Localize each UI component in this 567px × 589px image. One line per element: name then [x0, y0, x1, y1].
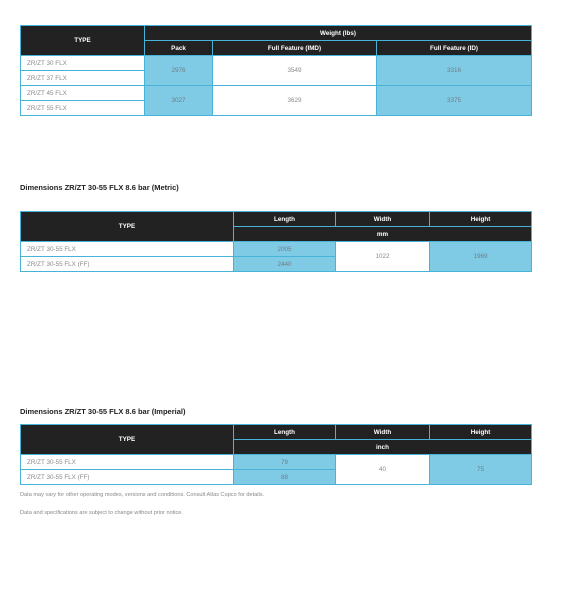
model-name: ZR/ZT 30-55 FLX: [21, 242, 234, 257]
metric-dimensions-table: [20, 211, 532, 272]
imd-weight: 3629: [213, 86, 377, 116]
unit-header: inch: [234, 440, 532, 455]
model-name: ZR/ZT 30-55 FLX (FF): [21, 257, 234, 272]
type-header: TYPE: [21, 212, 234, 242]
pack-weight: 2976: [145, 56, 213, 86]
width-header: Width: [336, 212, 430, 227]
height-value: 75: [430, 455, 532, 485]
length-header: Length: [234, 425, 336, 440]
length-value: 88: [234, 470, 336, 485]
width-header: Width: [336, 425, 430, 440]
id-weight: 3375: [377, 86, 532, 116]
length-value: 79: [234, 455, 336, 470]
id-header: Full Feature (ID): [377, 41, 532, 56]
width-value: 1022: [336, 242, 430, 272]
unit-header: mm: [234, 227, 532, 242]
length-value: 2440: [234, 257, 336, 272]
table-row: [21, 455, 532, 470]
length-value: 2005: [234, 242, 336, 257]
imd-header: Full Feature (IMD): [213, 41, 377, 56]
imperial-heading: Dimensions ZR/ZT 30-55 FLX 8.6 bar (Imperial): [20, 407, 186, 416]
pack-header: Pack: [145, 41, 213, 56]
disclaimer-note: Data and specifications are subject to change without prior notice.: [20, 510, 183, 516]
model-name: ZR/ZT 30 FLX: [21, 56, 145, 71]
length-header: Length: [234, 212, 336, 227]
table-row: [21, 242, 532, 257]
imperial-dimensions-table: [20, 424, 532, 485]
height-value: 1969: [430, 242, 532, 272]
imd-weight: 3549: [213, 56, 377, 86]
type-header: TYPE: [21, 26, 145, 56]
table-row: [21, 86, 532, 101]
pack-weight: 3027: [145, 86, 213, 116]
height-header: Height: [430, 212, 532, 227]
id-weight: 3316: [377, 56, 532, 86]
metric-heading: Dimensions ZR/ZT 30-55 FLX 8.6 bar (Metric): [20, 183, 179, 192]
height-header: Height: [430, 425, 532, 440]
width-value: 40: [336, 455, 430, 485]
model-name: ZR/ZT 37 FLX: [21, 71, 145, 86]
weight-table: [20, 25, 532, 116]
table-row: [21, 56, 532, 71]
model-name: ZR/ZT 55 FLX: [21, 101, 145, 116]
type-header: TYPE: [21, 425, 234, 455]
model-name: ZR/ZT 30-55 FLX: [21, 455, 234, 470]
model-name: ZR/ZT 45 FLX: [21, 86, 145, 101]
model-name: ZR/ZT 30-55 FLX (FF): [21, 470, 234, 485]
disclaimer-note: Data may vary for other operating modes, versions and conditions. Consult Atlas Copco for details.: [20, 492, 265, 498]
weight-group-header: Weight (lbs): [145, 26, 532, 41]
